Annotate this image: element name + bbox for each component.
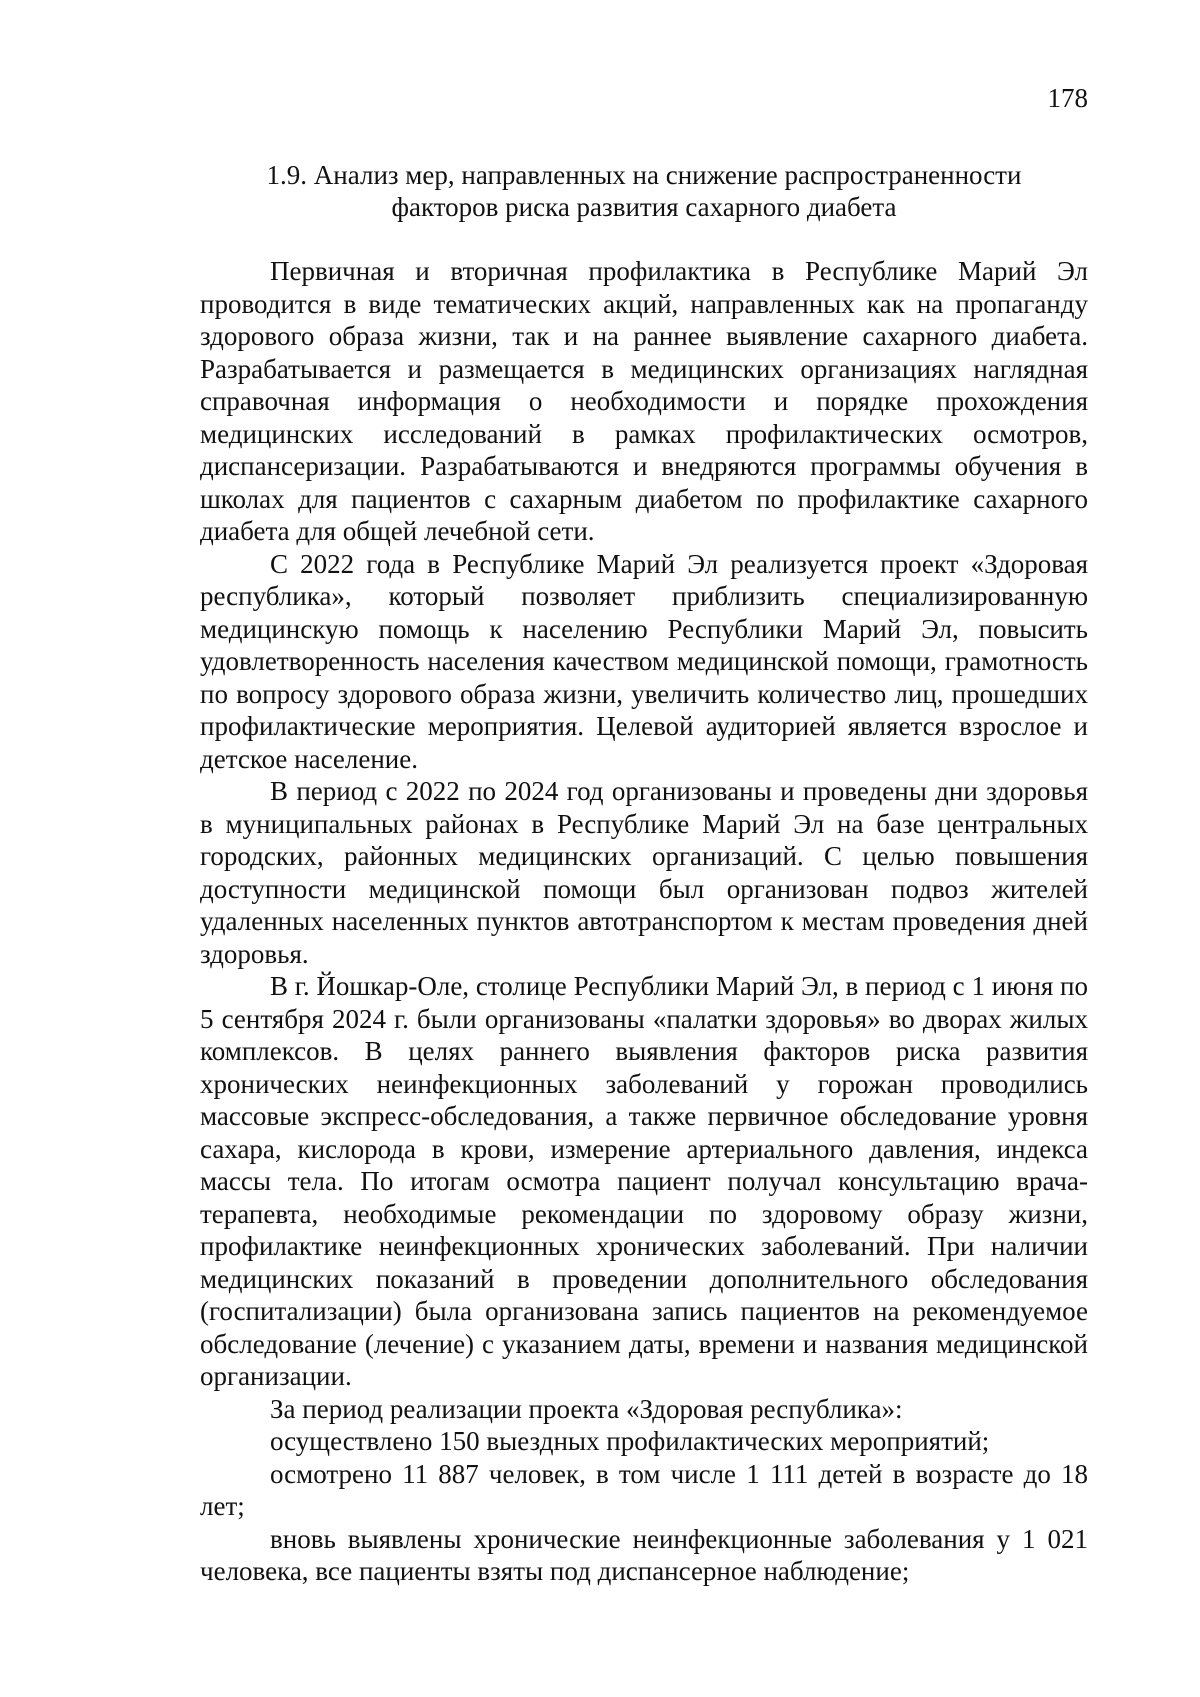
page-number: 178 bbox=[1047, 83, 1088, 113]
body-text bbox=[200, 255, 1088, 1588]
paragraph-prevention: Первичная и вторичная профилактика в Республике Марий Эл проводится в виде тематических акций, направленных как на пропаганду здорового образа жизни, так и на раннее выявление сахарного диабета. Разрабатывается и размещается в медицинских организациях наглядная справочная информация о необходимости и порядке прохождения медицинских исследований в рамках профилактических осмотров, диспансеризации. Разрабатываются и внедряются программы обучения в школах для пациентов с сахарным диабетом по профилактике сахарного диабета для общей лечебной сети. bbox=[200, 256, 1088, 546]
paragraph-results-intro: За период реализации проекта «Здоровая республика»: bbox=[270, 1393, 903, 1424]
paragraph-health-days: В период с 2022 по 2024 год организованы и проведены дни здоровья в муниципальных районах в Республике Марий Эл на базе центральных городских, районных медицинских организаций. С целью повышения доступности медицинской помощи был организован подвоз жителей удаленных населенных пунктов автотранспортом к местам проведения дней здоровья. bbox=[200, 776, 1088, 969]
section-heading-line-2: факторов риска развития сахарного диабета bbox=[391, 192, 897, 222]
section-heading bbox=[200, 159, 1088, 223]
paragraph-healthy-republic-project: С 2022 года в Республике Марий Эл реализуется проект «Здоровая республика», который позволяет приблизить специализированную медицинскую помощь к населению Республики Марий Эл, повысить удовлетворенность населения качеством медицинской помощи, грамотность по вопросу здорового образа жизни, увеличить количество лиц, прошедших профилактические мероприятия. Целевой аудиторией является взрослое и детское население. bbox=[200, 548, 1088, 774]
paragraph-events-count: осуществлено 150 выездных профилактических мероприятий; bbox=[270, 1426, 990, 1456]
paragraph-examined-count: осмотрено 11 887 человек, в том числе 1 111 детей в возрасте до 18 лет; bbox=[200, 1458, 1088, 1521]
paragraph-health-tents: В г. Йошкар-Оле, столице Республики Марий Эл, в период с 1 июня по 5 сентября 2024 г. были организованы «палатки здоровья» во дворах жилых комплексов. В целях раннего выявления факторов риска развития хронических неинфекционных заболеваний у горожан проводились массовые экспресс-обследования, а также первичное обследование уровня сахара, кислорода в крови, измерение артериального давления, индекса массы тела. По итогам осмотра пациент получал консультацию врача-терапевта, необходимые рекомендации по здоровому образу жизни, профилактике неинфекционных хронических заболеваний. При наличии медицинских показаний в проведении дополнительного обследования (госпитализации) была организована запись пациентов на рекомендуемое обследование (лечение) с указанием даты, времени и названия медицинской организации. bbox=[200, 971, 1088, 1391]
paragraph-detected-diseases: вновь выявлены хронические неинфекционные заболевания у 1 021 человека, все пациенты взяты под диспансерное наблюдение; bbox=[200, 1523, 1088, 1586]
section-heading-line-1: 1.9. Анализ мер, направленных на снижение распространенности bbox=[266, 160, 1022, 190]
